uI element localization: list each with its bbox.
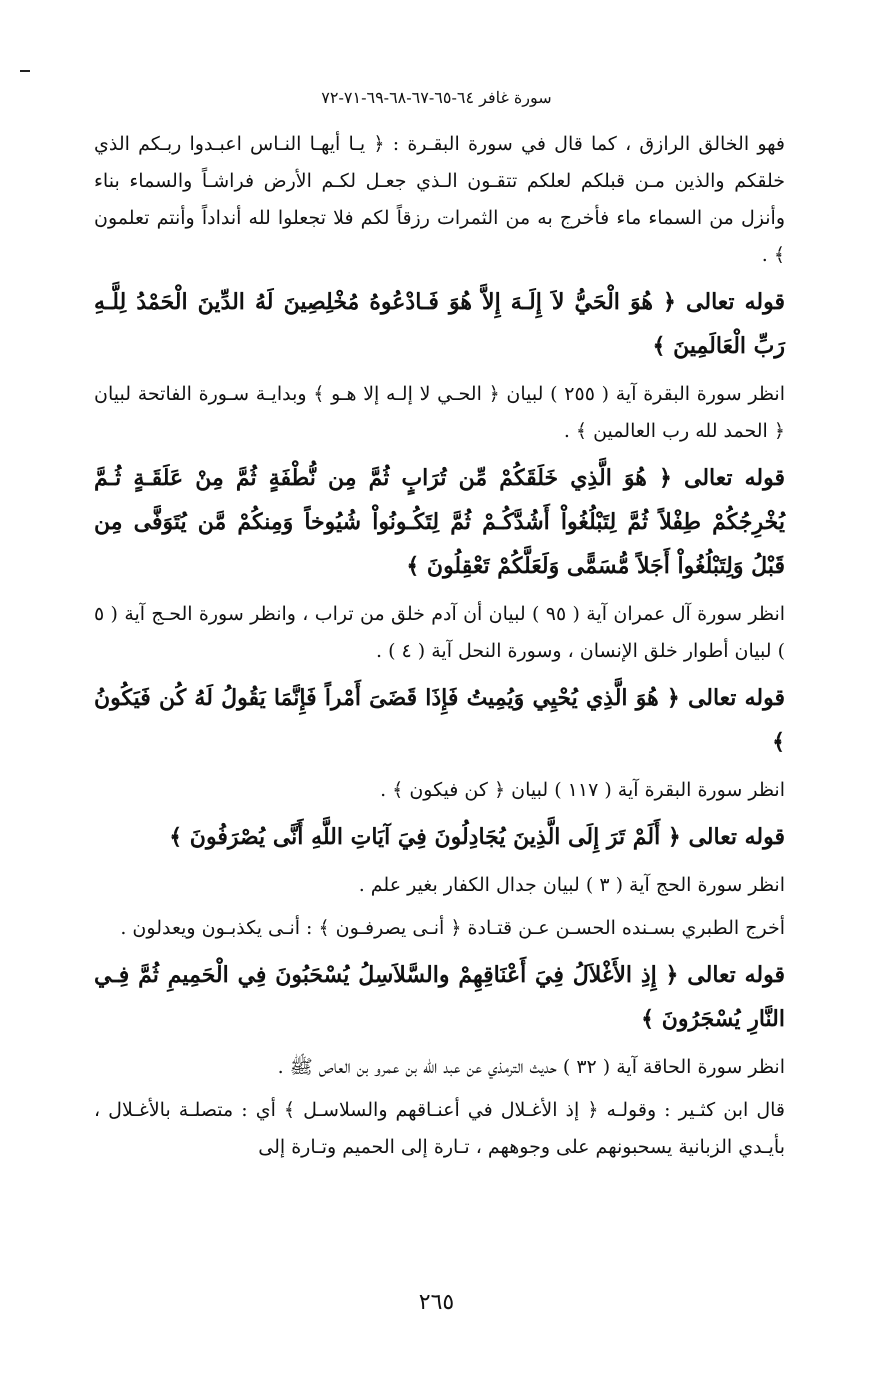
- commentary-verse-71-tirmidhi: انظر سورة الحاقة آية ( ٣٢ ) حديث الترمذي عن عبد الله بن عمرو بن العاص ﷺ .: [277, 1056, 785, 1078]
- verse-67: [94, 456, 785, 588]
- verse-text: ﴿ أَلَمْ تَرَ إِلَى الَّذِينَ يُجَادِلُونَ فِيَ آيَاتِ اللَّهِ أَنَّى يُصْرَفُونَ ﴾: [169, 824, 681, 850]
- margin-mark: [20, 70, 30, 72]
- running-header: سورة غافر ٦٤-٦٥-٦٧-٦٨-٦٩-٧١-٧٢: [321, 88, 552, 107]
- commentary-verse-67: انظر سورة آل عمران آية ( ٩٥ ) لبيان أن آدم خلق من تراب ، وانظر سورة الحـج آية ( ٥ ) لبيان أطوار خلق الإنسان ، وسورة النحل آية ( ٤ ) .: [94, 603, 786, 662]
- page-number: ٢٦٥: [418, 1290, 455, 1315]
- verse-intro: قوله تعالى: [688, 824, 785, 850]
- commentary-verse-69-tabari: أخرج الطبري بسـنده الحسـن عـن قتـادة ﴿ أنـى يصرفـون ﴾ : أنـى يكذبـون ويعدلون .: [120, 917, 785, 939]
- verse-69: [94, 815, 785, 859]
- verse-intro: قوله تعالى: [687, 962, 785, 988]
- verse-intro: قوله تعالى: [686, 289, 785, 315]
- verse-text: ﴿ إِذِ الأَغْلاَلُ فِيَ أَعْنَاقِهِمْ والسَّلاَسِلُ يُسْحَبُونَ فِي الْحَمِيمِ ثُمَّ فِـي النَّارِ يُسْجَرُونَ ﴾: [94, 962, 785, 1032]
- commentary-verse-65: انظر سورة البقرة آية ( ٢٥٥ ) لبيان ﴿ الحـي لا إلـه إلا هـو ﴾ وبدايـة سـورة الفاتحة لبيان ﴿ الحمد لله رب العالمين ﴾ .: [94, 383, 785, 442]
- verse-68: [94, 676, 785, 764]
- verse-intro: قوله تعالى: [684, 465, 785, 491]
- page-content: [94, 126, 785, 1172]
- verse-65: [94, 280, 785, 368]
- verse-text: ﴿ هُوَ الْحَيُّ لاَ إِلَـهَ إِلاَّ هُوَ فَـادْعُوهُ مُخْلِصِينَ لَهُ الدِّينَ الْحَمْدُ لِلَّـهِ رَبِّ الْعَالَمِينَ ﴾: [94, 289, 785, 359]
- verse-71-72: [94, 953, 785, 1041]
- commentary-verse-69-hajj: انظر سورة الحج آية ( ٣ ) لبيان جدال الكفار بغير علم .: [358, 874, 785, 896]
- verse-text: ﴿ هُوَ الَّذِي خَلَقَكُمْ مِّن تُرَابٍ ثُمَّ مِن نُّطْفَةٍ ثُمَّ مِنْ عَلَقَـةٍ ثُـمَّ يُخْرِجُكُمْ طِفْلاً ثُمَّ لِتَبْلُغُواْ أَشُدَّكُـمْ ثُمَّ لِتَكُـونُواْ شُيُوخاً وَمِنكُمْ مَّن يُتَوَفَّى مِن قَبْلُ وَلِتَبْلُغُواْ أَجَلاً مُّسَمًّى وَلَعَلَّكُمْ تَعْقِلُونَ ﴾: [94, 465, 785, 579]
- verse-intro: قوله تعالى: [687, 685, 785, 711]
- verse-text: ﴿ هُوَ الَّذِي يُحْيِي وَيُمِيتُ فَإِذَا قَضَىَ أَمْراً فَإِنَّمَا يَقُولُ لَهُ كُن فَيَكُونُ ﴾: [94, 685, 785, 755]
- commentary-verse-68: انظر سورة البقرة آية ( ١١٧ ) لبيان ﴿ كن فيكون ﴾ .: [380, 779, 785, 801]
- commentary-al-baqarah-21-22: فهو الخالق الرازق ، كما قال في سورة البقـرة : ﴿ يـا أيهـا النـاس اعبـدوا ربـكم الذي خلقكم والذين مـن قبلكم لعلكم تتقـون الـذي جعـل لكـم الأرض فراشـاً والسماء بناء وأنزل من السماء ماء فأخرج به من الثمرات رزقاً لكم فلا تجعلوا لله أنداداً وأنتم تعلمون ﴾ .: [94, 133, 785, 266]
- commentary-ibn-kathir: قال ابن كثـير : وقولـه ﴿ إذ الأغـلال في أعنـاقهم والسلاسـل ﴾ أي : متصلـة بالأغـلال ، بأيـدي الزبانية يسحبونهم على وجوههم ، تـارة إلى الحميم وتـارة إلى: [94, 1099, 785, 1158]
